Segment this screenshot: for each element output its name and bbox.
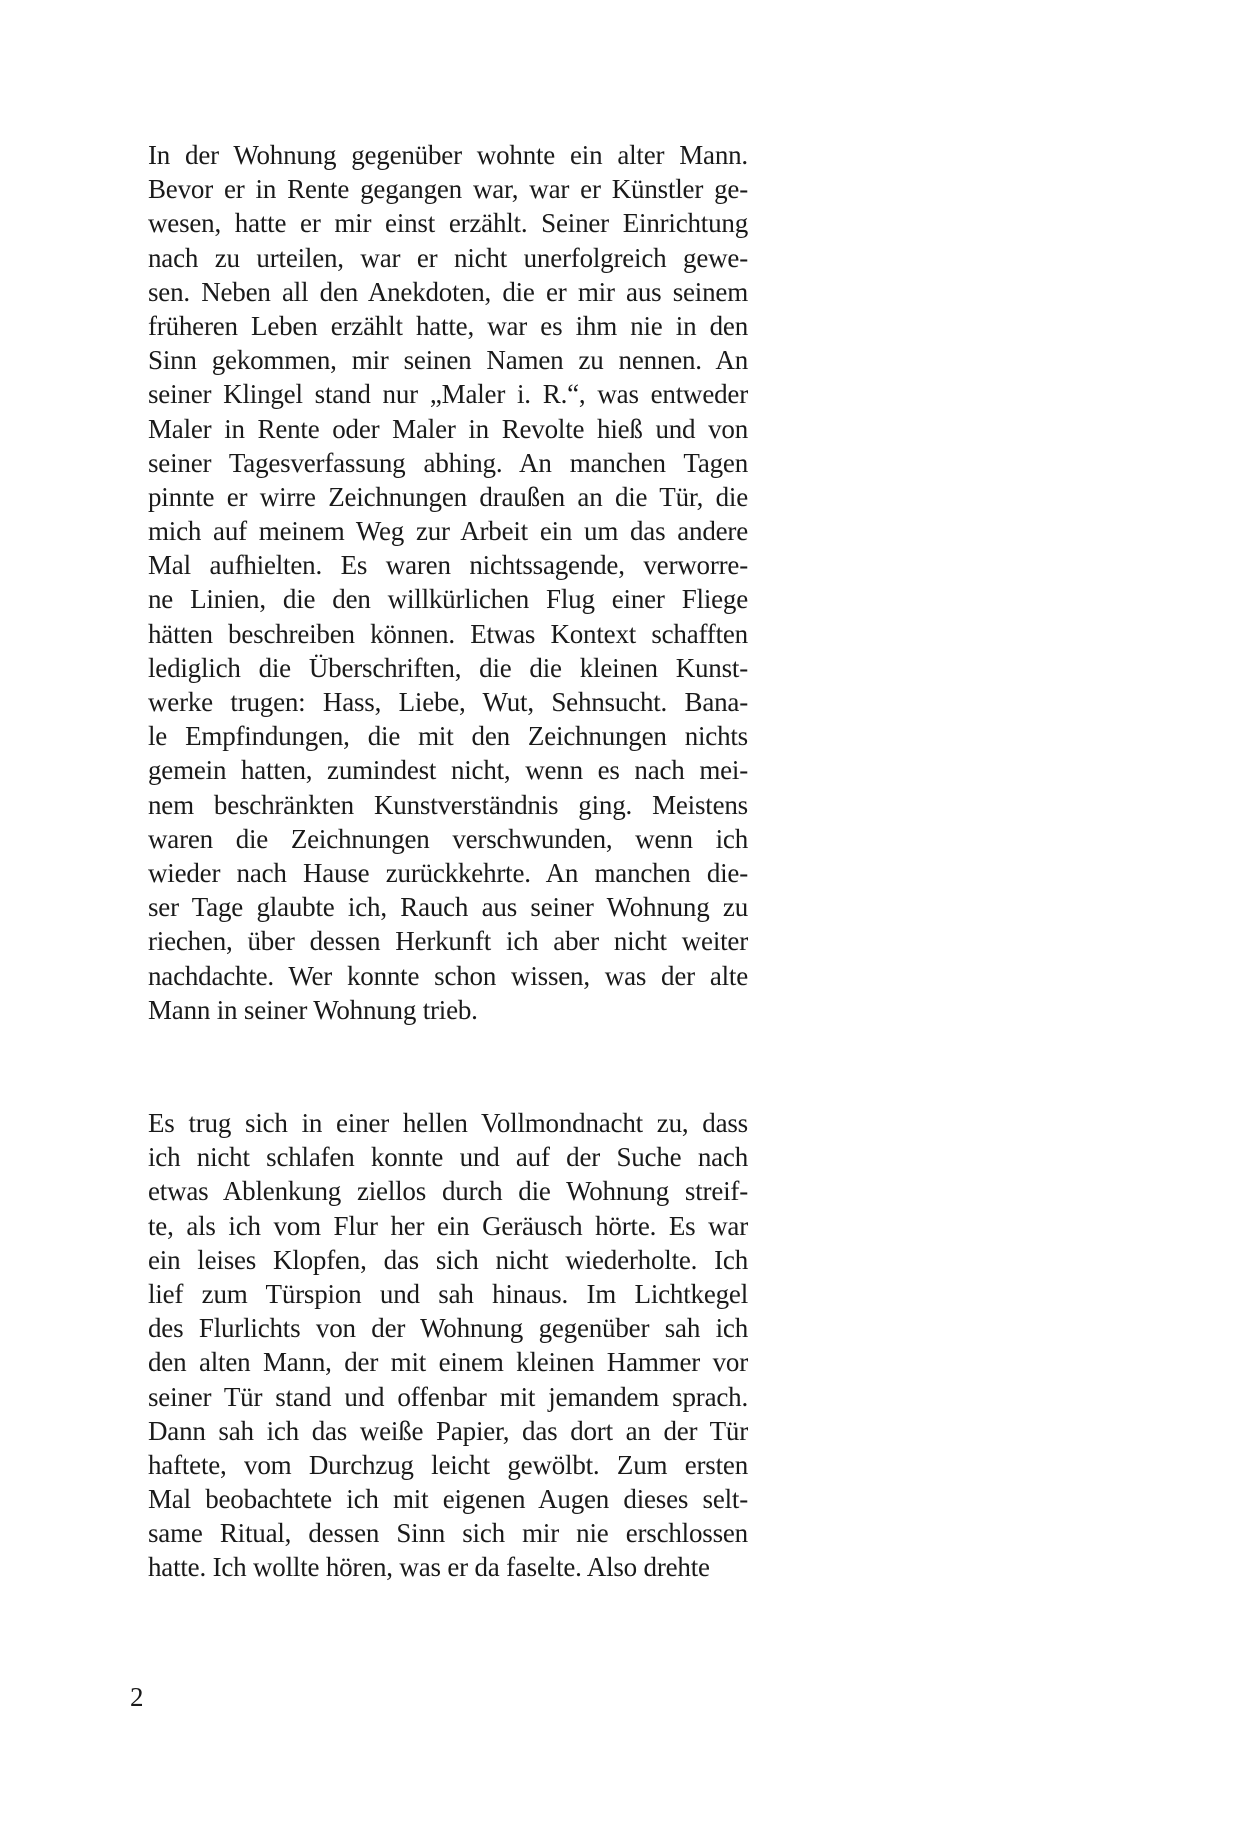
text-line: wesen, hatte er mir einst erzählt. Seiner Einrichtung — [148, 208, 748, 239]
text-line: lediglich die Überschriften, die die kleinen Kunst- — [148, 652, 748, 683]
text-line: Sinn gekommen, mir seinen Namen zu nennen. An — [148, 345, 748, 376]
text-line: ne Linien, die den willkürlichen Flug einer Fliege — [148, 584, 748, 615]
text-line: seiner Tür stand und offenbar mit jemandem sprach. — [148, 1381, 748, 1412]
text-line: seiner Tagesverfassung abhing. An manchen Tagen — [148, 447, 748, 478]
text-line: seiner Klingel stand nur „Maler i. R.“, was entweder — [148, 379, 748, 410]
text-line: pinnte er wirre Zeichnungen draußen an die Tür, die — [148, 481, 748, 512]
text-line: nem beschränkten Kunstverständnis ging. Meistens — [148, 789, 748, 820]
text-line: werke trugen: Hass, Liebe, Wut, Sehnsucht. Bana- — [148, 687, 748, 717]
text-line: hatte. Ich wollte hören, was er da faselte. Also drehte — [148, 1552, 710, 1583]
paragraph-1 — [148, 138, 748, 1027]
text-line: des Flurlichts von der Wohnung gegenüber sah ich — [148, 1313, 748, 1344]
page-number: 2 — [130, 1682, 144, 1712]
text-line: den alten Mann, der mit einem kleinen Hammer vor — [148, 1347, 748, 1378]
paragraph-2 — [148, 1106, 748, 1585]
text-line: Mal aufhielten. Es waren nichtssagende, verworre- — [148, 550, 748, 581]
text-line: Bevor er in Rente gegangen war, war er Künstler ge- — [148, 174, 748, 205]
text-line: ein leises Klopfen, das sich nicht wiederholte. Ich — [148, 1244, 748, 1275]
text-line: mich auf meinem Weg zur Arbeit ein um das andere — [148, 516, 748, 547]
text-line: Mann in seiner Wohnung trieb. — [148, 994, 478, 1025]
text-line: nach zu urteilen, war er nicht unerfolgreich gewe- — [148, 242, 748, 273]
text-line: te, als ich vom Flur her ein Geräusch hörte. Es war — [148, 1210, 748, 1241]
text-line: le Empfindungen, die mit den Zeichnungen nichts — [148, 721, 748, 752]
text-line: gemein hatten, zumindest nicht, wenn es nach mei- — [148, 755, 748, 786]
text-line: same Ritual, dessen Sinn sich mir nie erschlossen — [148, 1518, 748, 1549]
text-line: ser Tage glaubte ich, Rauch aus seiner Wohnung zu — [148, 892, 748, 923]
text-line: nachdachte. Wer konnte schon wissen, was der alte — [148, 960, 748, 991]
text-line: wieder nach Hause zurückkehrte. An manchen die- — [148, 857, 748, 888]
text-line: lief zum Türspion und sah hinaus. Im Lichtkegel — [148, 1278, 748, 1309]
text-line: Maler in Rente oder Maler in Revolte hieß und von — [148, 413, 748, 444]
text-line: ich nicht schlafen konnte und auf der Suche nach — [148, 1142, 748, 1173]
text-line: etwas Ablenkung ziellos durch die Wohnung streif- — [148, 1176, 748, 1207]
text-line: Mal beobachtete ich mit eigenen Augen dieses selt- — [148, 1484, 748, 1515]
text-line: Es trug sich in einer hellen Vollmondnacht zu, dass — [148, 1108, 748, 1138]
text-line: waren die Zeichnungen verschwunden, wenn ich — [148, 823, 748, 854]
text-line: haftete, vom Durchzug leicht gewölbt. Zum ersten — [148, 1449, 748, 1480]
text-line: früheren Leben erzählt hatte, war es ihm nie in den — [148, 310, 748, 341]
text-line: riechen, über dessen Herkunft ich aber nicht weiter — [148, 926, 748, 957]
text-line: Dann sah ich das weiße Papier, das dort an der Tür — [148, 1415, 748, 1446]
text-line: In der Wohnung gegenüber wohnte ein alter Mann. — [148, 140, 748, 170]
text-line: hätten beschreiben können. Etwas Kontext schafften — [148, 618, 748, 649]
text-line: sen. Neben all den Anekdoten, die er mir aus seinem — [148, 276, 748, 307]
